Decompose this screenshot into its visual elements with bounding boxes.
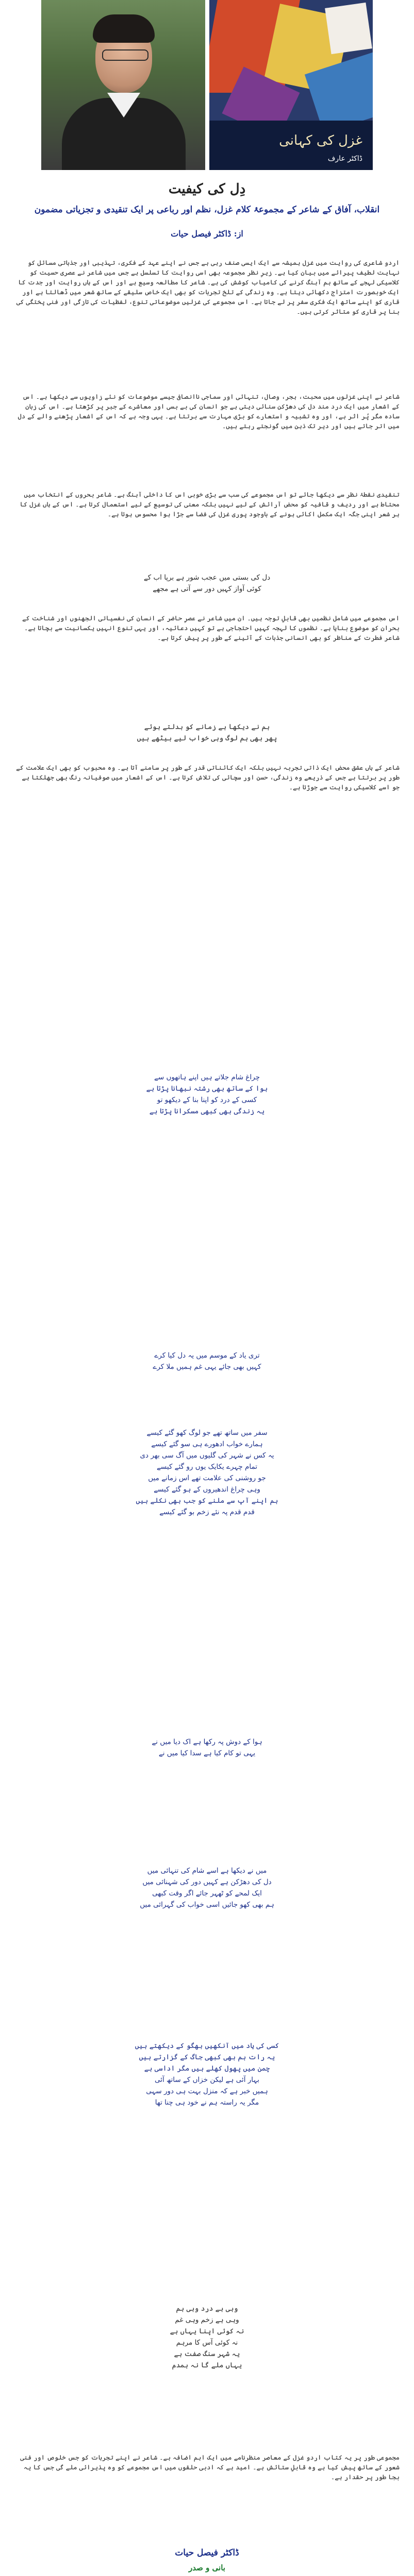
verse-line: یہ شہر سنگ صفت ہے bbox=[174, 2350, 240, 2358]
verse-block-3 bbox=[0, 1072, 414, 1117]
verse-line: ہمارے خواب ادھورے ہی سو گئے کیسے bbox=[151, 1440, 263, 1448]
verse-line: ہوا کے دوش پہ رکھا ہے اک دیا میں نے bbox=[152, 1738, 262, 1746]
verse-line: نہ کوئی اپنا یہاں ہے bbox=[170, 2327, 244, 2335]
paragraph-6: مجموعی طور پر یہ کتاب اردو غزل کے معاصر منظرنامے میں ایک اہم اضافہ ہے۔ شاعر نے اپنے تجربات کو جس خلوص اور فنی شعور کے ساتھ پیش کیا ہے وہ قابلِ ستائش ہے۔ امید ہے کہ ادبی حلقوں میں اس مجموعے کو وہ پذیرائی ملے گی جس کا یہ بجا طور پر حقدار ہے۔ bbox=[20, 2453, 400, 2481]
signature-name: ڈاکٹر فیصل حیات bbox=[175, 2548, 239, 2558]
verse-line: یہی تو کام کیا ہے سدا کیا میں نے bbox=[158, 1749, 256, 1757]
verse-line: یہاں ملے گا نہ ہمدم bbox=[172, 2361, 242, 2369]
verse-block-7 bbox=[0, 1865, 414, 1910]
verse-line: چراغ شام جلاتے ہیں اپنے ہاتھوں سے bbox=[154, 1073, 260, 1081]
article-byline: از: ڈاکٹر فیصل حیات bbox=[171, 229, 243, 239]
verse-line: یہ کس نے شہر کی گلیوں میں آگ سی بھر دی bbox=[140, 1451, 274, 1460]
verse-line: یہ رات ہم بھی کبھی جاگ کے گزارتے ہیں bbox=[139, 2053, 275, 2061]
book-cover-author: ڈاکٹر عارف bbox=[327, 155, 362, 163]
verse-line: ایک لمحے کو ٹھہر جائے اگر وقت کبھی bbox=[152, 1889, 262, 1897]
verse-block-4 bbox=[0, 1350, 414, 1372]
verse-line: وہی ہے زخم وہی غم bbox=[175, 2316, 239, 2324]
article-subtitle: انقلاب، آفاق کے شاعر کے مجموعۂ کلام غزل، نظم اور رباعی پر ایک تنقیدی و تجزیاتی مضمون bbox=[34, 205, 380, 215]
hero-images bbox=[41, 0, 373, 170]
verse-block-1 bbox=[0, 572, 414, 595]
signature-role: بانی و صدر bbox=[189, 2563, 225, 2572]
verse-line: میں نے دیکھا ہے اسے شام کی تنہائی میں bbox=[147, 1867, 267, 1875]
verse-line: یہ زندگی بھی کبھی مسکرانا پڑتا ہے bbox=[149, 1107, 265, 1115]
paragraph-5: شاعر کے ہاں عشق محض ایک ذاتی تجربہ نہیں بلکہ ایک کائناتی قدر کے طور پر سامنے آتا ہے۔ وہ محبوب کو بھی ایک علامت کے طور پر برتتا ہے جس کے ذریعے وہ زندگی، حسن اور سچائی کی تلاش کرتا ہے۔ اس کے اشعار میں صوفیانہ رنگ بھی جھلکتا ہے جو اسے کلاسیکی روایت سے جوڑتا ہے۔ bbox=[16, 764, 400, 791]
verse-line: ہم بھی کھو جائیں اسی خواب کی گہرائی میں bbox=[140, 1901, 274, 1909]
verse-line: کوئی آواز کہیں دور سے آتی ہے مجھے bbox=[153, 585, 261, 593]
verse-line: تری یاد کے موسم میں یہ دل کیا کرے bbox=[154, 1351, 260, 1360]
author-photo bbox=[41, 0, 205, 170]
verse-line: بہار آئی ہے لیکن خزاں کے ساتھ آئی bbox=[154, 2076, 260, 2084]
verse-line: کسی کے درد کو اپنا بنا کے دیکھو تو bbox=[157, 1096, 257, 1104]
verse-block-2 bbox=[0, 721, 414, 744]
verse-line: پھر بھی ہم لوگ وہی خواب لیے بیٹھے ہیں bbox=[137, 734, 277, 742]
paragraph-4: اس مجموعے میں شامل نظمیں بھی قابلِ توجہ ہیں۔ ان میں شاعر نے عصرِ حاضر کے انسان کی نفسیاتی الجھنوں اور شناخت کے بحران کو موضوع بنایا ہے۔ نظموں کا لہجہ کہیں احتجاجی ہے تو کہیں دعائیہ، اور یہی تنوع انہیں یکسانیت سے بچاتا ہے۔ شاعر فطرت کے مناظر کو بھی انسانی جذبات کے آئینے کے طور پر پیش کرتا ہے۔ bbox=[22, 614, 400, 641]
book-cover bbox=[209, 0, 373, 170]
verse-line: دل کی بستی میں عجب شور ہے برپا اب کے bbox=[143, 573, 271, 582]
verse-line: ہم نے دیکھا ہے زمانے کو بدلتے ہوئے bbox=[144, 723, 270, 731]
book-cover-title: غزل کی کہانی bbox=[279, 133, 362, 148]
verse-line: ہم اپنے آپ سے ملنے کو جب بھی نکلے ہیں bbox=[136, 1497, 278, 1505]
verse-line: کسی کی یاد میں آنکھیں بھگو کے دیکھتے ہیں bbox=[135, 2042, 279, 2050]
verse-block-6 bbox=[0, 1736, 414, 1759]
verse-line: وہی ہے درد وہی ہم bbox=[176, 2304, 238, 2313]
paragraph-2: شاعر نے اپنی غزلوں میں محبت، ہجر، وصال، تنہائی اور سماجی ناانصافی جیسے موضوعات کو نئے زاویوں سے دیکھا ہے۔ اس کے اشعار میں ایک درد مند دل کی دھڑکن سنائی دیتی ہے جو انسان کی بے بسی اور معاشرے کے جبر پر کڑھتا ہے۔ اس کی زبان سادہ مگر پُر اثر ہے، اور وہ تشبیہ و استعارے کو بڑی مہارت سے برتتا ہے۔ یہی وجہ ہے کہ اس کے اشعار پڑھنے والے کے دل میں اتر جاتے ہیں اور دیر تک ذہن میں گونجتے رہتے ہیں۔ bbox=[18, 393, 400, 430]
article-title: دِل کی کیفیت bbox=[168, 181, 246, 197]
paragraph-3: تنقیدی نقطۂ نظر سے دیکھا جائے تو اس مجموعے کی سب سے بڑی خوبی اس کا داخلی آہنگ ہے۔ شاعر بحروں کے انتخاب میں محتاط ہے اور ردیف و قافیہ کو محض آرائش کے لیے نہیں بلکہ معنی کی توسیع کے لیے استعمال کرتا ہے۔ اس کے ہاں غزل کا ہر شعر اپنی جگہ ایک مکمل اکائی ہونے کے باوجود پوری غزل کی فضا سے جڑا ہوا محسوس ہوتا ہے۔ bbox=[20, 490, 400, 518]
verse-block-9 bbox=[0, 2303, 414, 2371]
verse-line: چمن میں پھول کھلے ہیں مگر اداسی ہے bbox=[144, 2064, 270, 2073]
verse-line: جو روشنی کی علامت تھے اس زمانے میں bbox=[148, 1474, 266, 1482]
verse-line: قدم قدم پہ نئے زخم بو گئے کیسے bbox=[159, 1508, 255, 1516]
verse-line: دل کی دھڑکن ہے کہیں دور کی شہنائی میں bbox=[142, 1878, 272, 1886]
verse-line: سفر میں ساتھ تھے جو لوگ کھو گئے کیسے bbox=[146, 1429, 268, 1437]
verse-line: ہوا کے ساتھ بھی رشتہ نبھانا پڑتا ہے bbox=[146, 1084, 268, 1093]
verse-line: تمام چہرے یکایک یوں رو گئے کیسے bbox=[156, 1463, 258, 1471]
paragraph-1: اردو شاعری کی روایت میں غزل ہمیشہ سے ایک ایسی صنف رہی ہے جس نے اپنے عہد کے فکری، تہذیبی اور جذباتی مسائل کو نہایت لطیف پیرائے میں بیان کیا ہے۔ زیرِ نظر مجموعہ بھی اسی روایت کا تسلسل ہے جس میں شاعر نے عصری حسیت کو کلاسیکی لہجے کے ساتھ ہم آہنگ کرنے کی کامیاب کوشش کی ہے۔ شاعر کا مطالعہ وسیع ہے اور اس کے ہاں روایت اور جدت کا ایک خوبصورت امتزاج دکھائی دیتا ہے۔ وہ زندگی کے تلخ تجربات کو بھی ایک خاص سلیقے کے ساتھ شعر میں ڈھالتا ہے اور قاری کو اپنے ساتھ ایک فکری سفر پر لے جاتا ہے۔ اس مجموعے کی غزلیں موضوعاتی تنوع، لفظیات کی تازگی اور فنی پختگی کی بنا پر قاری کو متاثر کرتی ہیں۔ bbox=[16, 259, 400, 315]
verse-line: مگر یہ راستہ ہم نے خود ہی چنا تھا bbox=[155, 2098, 259, 2107]
verse-block-8 bbox=[0, 2040, 414, 2108]
verse-line: وہی چراغ اندھیروں کے ہو گئے کیسے bbox=[154, 1485, 260, 1494]
verse-line: نہ کوئی آس کا مرہم bbox=[176, 2338, 238, 2347]
verse-line: کہیں بھی جائے یہی غم ہمیں ملا کرے bbox=[153, 1363, 261, 1371]
verse-line: ہمیں خبر ہے کہ منزل بہت ہی دور سہی bbox=[146, 2087, 268, 2095]
verse-block-5 bbox=[0, 1427, 414, 1518]
